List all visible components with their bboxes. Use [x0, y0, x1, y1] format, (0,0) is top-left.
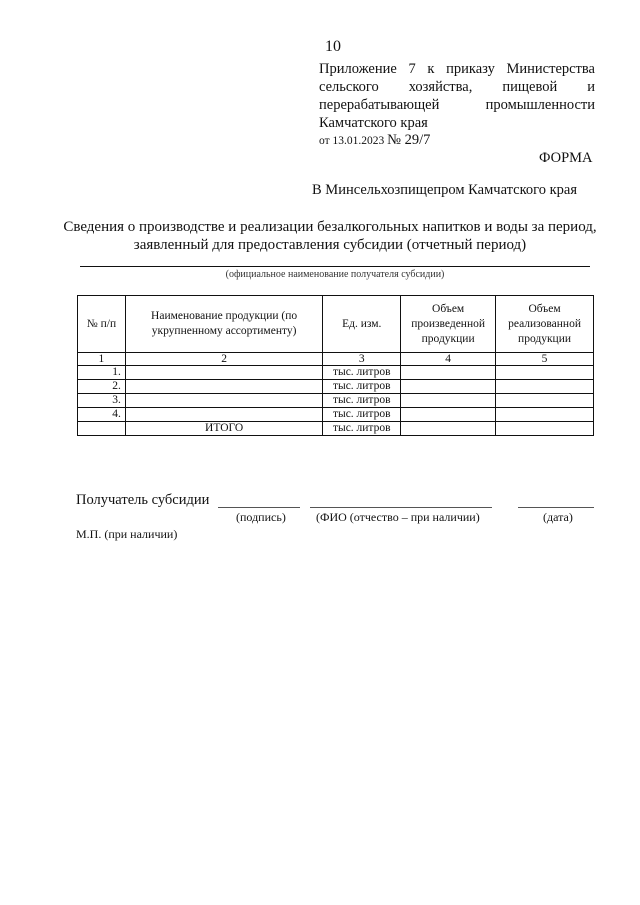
header-unit: Ед. изм. — [323, 296, 401, 353]
table-row — [78, 380, 594, 394]
produced-cell[interactable] — [401, 380, 496, 394]
produced-cell[interactable] — [401, 394, 496, 408]
order-date: от 13.01.2023 — [319, 135, 385, 147]
product-name-cell[interactable] — [125, 394, 322, 408]
unit-cell: тыс. литров — [323, 394, 401, 408]
signature-label: Получатель субсидии — [76, 492, 210, 508]
product-name-cell[interactable] — [125, 408, 322, 422]
recipient-name-line[interactable] — [80, 266, 590, 267]
column-index-row — [78, 353, 594, 366]
signature-line[interactable] — [218, 506, 300, 508]
row-number: 4. — [78, 408, 126, 422]
sold-cell[interactable] — [496, 394, 594, 408]
total-sold-cell[interactable] — [496, 422, 594, 436]
table-header-row — [78, 296, 594, 353]
order-number: № 29/7 — [387, 132, 431, 148]
column-index: 2 — [125, 353, 322, 366]
total-label: ИТОГО — [125, 422, 322, 436]
product-name-cell[interactable] — [125, 366, 322, 380]
product-name-cell[interactable] — [125, 380, 322, 394]
table-row — [78, 366, 594, 380]
fio-line[interactable] — [310, 506, 492, 508]
appendix-note: Приложение 7 к приказу Министерства сельского хозяйства, пищевой и перерабатывающей промышленности Камчатского края — [319, 61, 595, 131]
date-line[interactable] — [518, 506, 594, 508]
column-index: 3 — [323, 353, 401, 366]
table-row — [78, 408, 594, 422]
signature-row — [76, 492, 596, 512]
recipient-organization: В Минсельхозпищепром Камчатского края — [312, 182, 578, 198]
unit-cell: тыс. литров — [323, 366, 401, 380]
table-row — [78, 394, 594, 408]
total-row — [78, 422, 594, 436]
sold-cell[interactable] — [496, 366, 594, 380]
header-produced: Объем произведенной продукции — [401, 296, 496, 353]
sold-cell[interactable] — [496, 408, 594, 422]
page-number: 10 — [325, 38, 341, 55]
document-title: Сведения о производстве и реализации безалкогольных напитков и воды за период, заявленный для предоставления субсидии (отчетный период) — [63, 219, 597, 253]
row-number: 1. — [78, 366, 126, 380]
column-index: 5 — [496, 353, 594, 366]
unit-cell: тыс. литров — [323, 380, 401, 394]
unit-cell: тыс. литров — [323, 408, 401, 422]
order-reference — [319, 132, 430, 149]
report-table — [77, 295, 594, 436]
total-number-cell — [78, 422, 126, 436]
seal-note: М.П. (при наличии) — [76, 527, 178, 541]
header-sold: Объем реализованной продукции — [496, 296, 594, 353]
header-product-name: Наименование продукции (по укрупненному ассортименту) — [125, 296, 322, 353]
signature-captions — [76, 510, 596, 526]
sold-cell[interactable] — [496, 380, 594, 394]
column-index: 1 — [78, 353, 126, 366]
produced-cell[interactable] — [401, 366, 496, 380]
produced-cell[interactable] — [401, 408, 496, 422]
row-number: 2. — [78, 380, 126, 394]
total-unit-cell: тыс. литров — [323, 422, 401, 436]
signature-caption: (подпись) — [236, 510, 286, 524]
row-number: 3. — [78, 394, 126, 408]
date-caption: (дата) — [543, 510, 573, 524]
column-index: 4 — [401, 353, 496, 366]
recipient-name-caption: (официальное наименование получателя субсидии) — [225, 269, 445, 280]
form-label: ФОРМА — [539, 150, 593, 166]
fio-caption: (ФИО (отчество – при наличии) — [316, 510, 480, 524]
total-produced-cell[interactable] — [401, 422, 496, 436]
header-number: № п/п — [78, 296, 126, 353]
